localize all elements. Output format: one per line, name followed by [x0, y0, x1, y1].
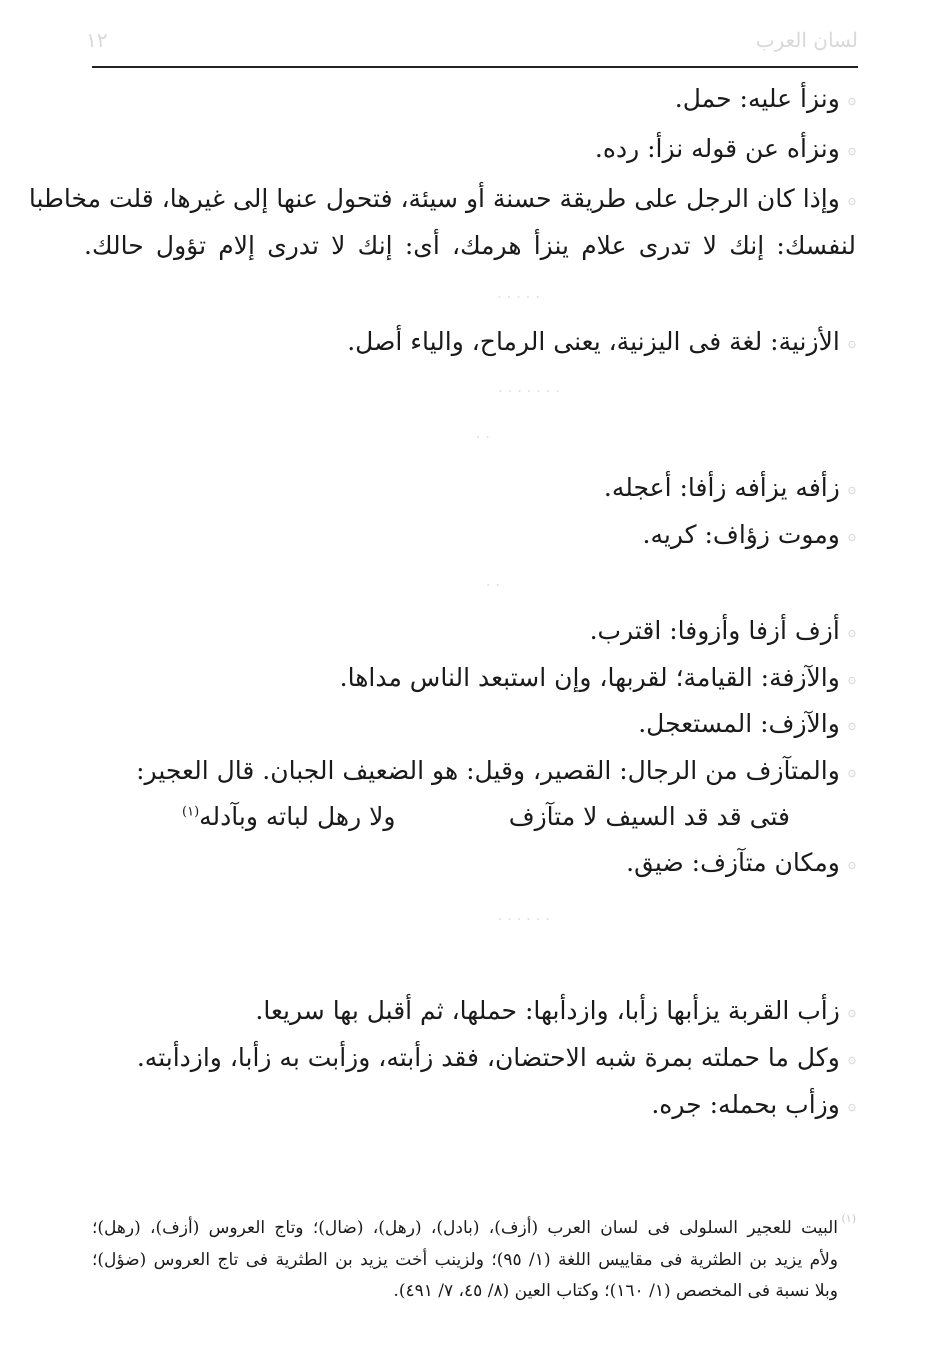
- text-line: ۞أزف أزفا وأزوفا: اقترب.: [589, 616, 856, 645]
- faint-heading: · · · · · ·: [497, 910, 550, 928]
- text-line: ۞ونزأ عليه: حمل.: [674, 84, 856, 113]
- entry-marker-icon: ۞: [847, 1098, 856, 1115]
- footnote-line: البيت للعجير السلولى فى لسان العرب (أزف)، (بادل)، (رهل)، (ضال)؛ وتاج العروس (أزف)، (رهل)؛: [92, 1218, 838, 1238]
- entry-marker-icon: ۞: [847, 856, 856, 873]
- text-line: ۞والمتآزف من الرجال: القصير، وقيل: هو الضعيف الجبان. قال العجير:: [136, 756, 856, 785]
- faint-heading: · · · · · · ·: [498, 382, 560, 400]
- entry-marker-icon: ۞: [847, 335, 856, 352]
- header-rule: [92, 66, 858, 68]
- page-number: ١٢: [86, 28, 108, 52]
- footnote-ref: (١): [182, 804, 200, 820]
- text-line: ۞الأزنية: لغة فى اليزنية، يعنى الرماح، والياء أصل.: [347, 327, 856, 356]
- text-line: ۞وإذا كان الرجل على طريقة حسنة أو سيئة، فتحول عنها إلى غيرها، قلت مخاطبا: [28, 184, 856, 213]
- entry-marker-icon: ۞: [847, 671, 856, 688]
- entry-marker-icon: ۞: [847, 1004, 856, 1021]
- entry-marker-icon: ۞: [847, 1051, 856, 1068]
- text-line: ۞زأفه يزأفه زأفا: أعجله.: [603, 473, 856, 502]
- text-line: ۞زأب القربة يزأبها زأبا، وازدأبها: حملها، ثم أقبل بها سريعا.: [255, 996, 856, 1025]
- text-line: ۞وموت زؤاف: كريه.: [642, 520, 856, 549]
- entry-marker-icon: ۞: [847, 717, 856, 734]
- faint-heading: · ·: [475, 428, 490, 446]
- entry-marker-icon: ۞: [847, 528, 856, 545]
- footnote-marker: (١): [841, 1212, 856, 1225]
- footnote-line: ولأم يزيد بن الطثرية فى مقاييس اللغة (١/ ٩٥)؛ ولزينب أخت يزيد بن الطثرية فى تاج العروس (ضؤل)؛: [92, 1250, 838, 1270]
- verse-hemistich-1: فتى قد قد السيف لا متآزف: [508, 802, 790, 831]
- faint-heading: · ·: [485, 576, 500, 594]
- entry-marker-icon: ۞: [847, 481, 856, 498]
- faint-heading: · · · · ·: [497, 288, 540, 306]
- entry-marker-icon: ۞: [847, 624, 856, 641]
- text-line: لنفسك: إنك لا تدرى علام ينزأ هرمك، أى: إنك لا تدرى إلام تؤول حالك.: [84, 231, 856, 260]
- text-line: ۞والآزف: المستعجل.: [638, 709, 856, 738]
- running-title: لسان العرب: [755, 28, 858, 52]
- text-line: ۞ومكان متآزف: ضيق.: [626, 848, 856, 877]
- text-line: ۞وكل ما حملته بمرة شبه الاحتضان، فقد زأبته، وزأبت به زأبا، وازدأبته.: [136, 1043, 856, 1072]
- text-line: ۞ونزأه عن قوله نزأ: رده.: [594, 134, 856, 163]
- entry-marker-icon: ۞: [847, 192, 856, 209]
- verse-hemistich-2: ولا رهل لباته وبآدله$^{(١)}$: [182, 802, 396, 831]
- entry-marker-icon: ۞: [847, 764, 856, 781]
- text-line: ۞والآزفة: القيامة؛ لقربها، وإن استبعد الناس مداها.: [339, 663, 856, 692]
- entry-marker-icon: ۞: [847, 142, 856, 159]
- footnote-line: وبلا نسبة فى المخصص (١/ ١٦٠)؛ وكتاب العين (٨/ ٤٥، ٧/ ٤٩١).: [393, 1281, 838, 1301]
- entry-marker-icon: ۞: [847, 92, 856, 109]
- text-line: ۞وزأب بحمله: جره.: [651, 1090, 856, 1119]
